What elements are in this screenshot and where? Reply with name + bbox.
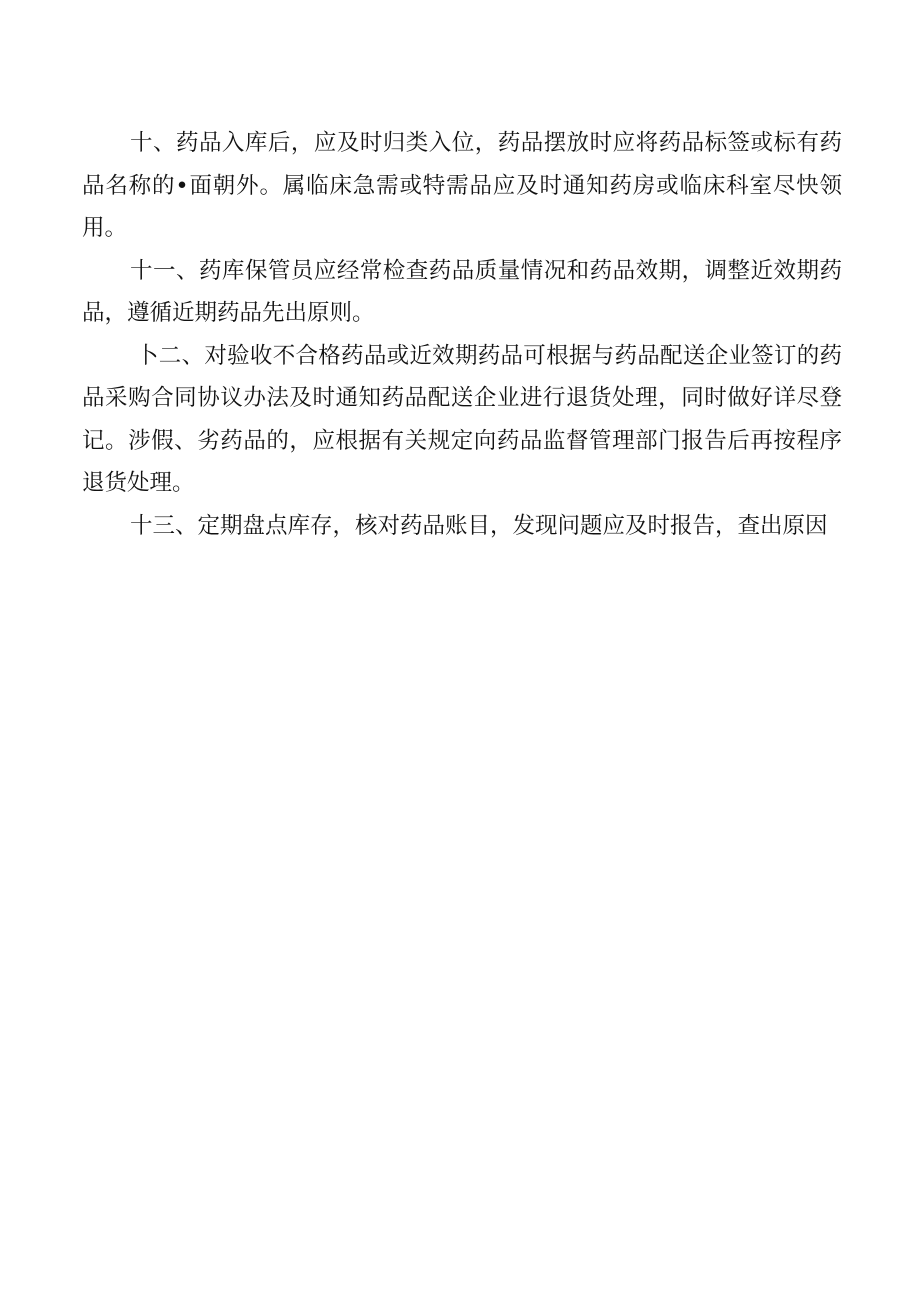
paragraph-10: 十、药品入库后，应及时归类入位，药品摆放时应将药品标签或标有药品名称的•面朝外。属临床急需或特需品应及时通知药房或临床科室尽快领用。: [82, 130, 842, 241]
paragraph-13: 十三、定期盘点库存，核对药品账目，发现问题应及时报告，查出原因: [130, 512, 828, 539]
document-body: [82, 122, 842, 547]
paragraph-11: 十一、药库保管员应经常检查药品质量情况和药品效期，调整近效期药品，遵循近期药品先出原则。: [82, 257, 842, 326]
paragraph-12: 卜二、对验收不合格药品或近效期药品可根据与药品配送企业签订的药品采购合同协议办法及时通知药品配送企业进行退货处理，同时做好详尽登记。涉假、劣药品的，应根据有关规定向药品监督管理部门报告后再按程序退货处理。: [82, 342, 842, 496]
